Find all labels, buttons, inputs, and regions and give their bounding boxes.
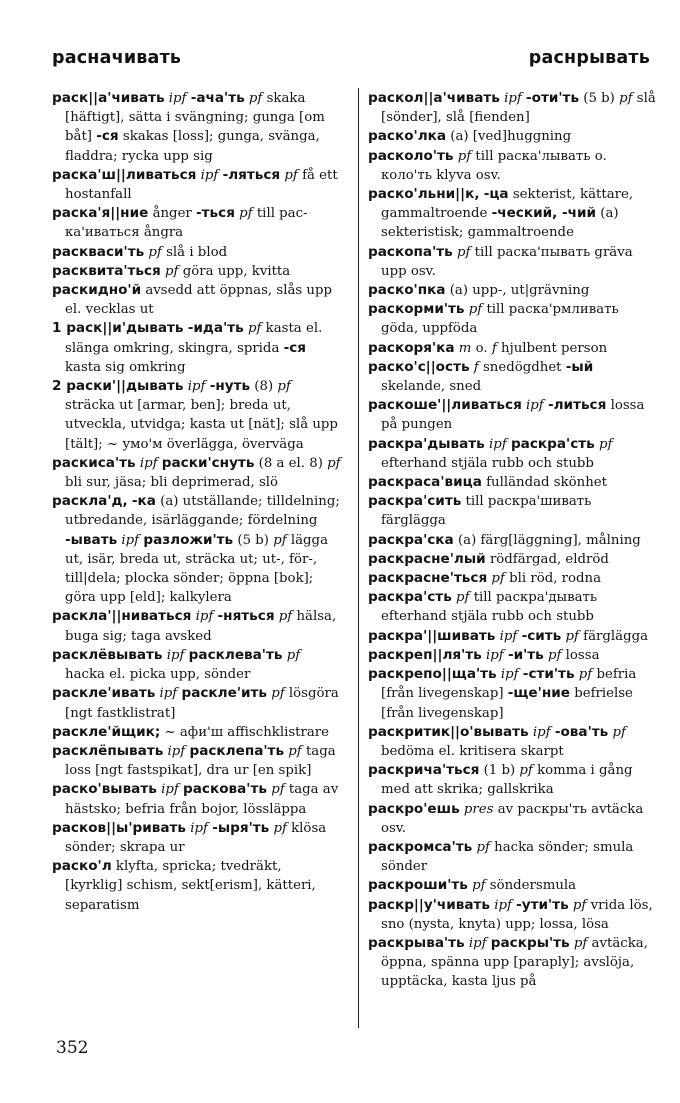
entry-derived-form: -ца [483,186,509,203]
entry-definition: till раска'лывать o. коло'ть klyva osv. [381,148,607,183]
entry-headword: раскоря'ка [368,339,455,356]
dictionary-entry [368,89,660,127]
entry-grammar-label: ipf [159,686,178,702]
entry-derived-form: -ческий, -чий [491,205,597,222]
entry-headword: раскол||а'чивать [368,90,500,106]
dictionary-entry [368,646,660,665]
entry-definition: klösa sönder; skrapa ur [65,820,327,855]
dictionary-entry [52,742,342,780]
entry-derived-form: -ида'ть [187,320,244,337]
entry-headword: раскорми'ть [368,301,465,318]
entry-headword: расков||ы'ривать [52,819,187,836]
entry-definition: (a) sekteristisk; gammaltroende [381,206,619,241]
entry-definition: klyfta, spricka; tvedräkt, [kyrklig] schism, sekt[erism], kätteri, separatism [65,859,316,913]
page-number: 352 [56,1038,89,1058]
entry-derived-form: -сить [521,627,562,644]
entry-headword: раскра'||шивать [368,627,496,644]
dictionary-entry [368,896,660,934]
entry-derived-form: -и'ть [507,646,544,663]
entry-derived-form: -ути'ть [516,896,569,913]
entry-grammar-label: pf [288,743,302,759]
entry-headword: раскрыва'ть [368,934,465,951]
entry-headword: раскопа'ть [368,243,453,260]
entry-derived-form: раскова'ть [183,781,267,798]
entry-grammar-label: f [473,359,479,375]
entry-headword: раскле'йщик; [52,723,161,740]
entry-definition: till рас-ка'иваться ångra [65,206,308,241]
entry-derived-form: -ыря'ть [212,819,270,836]
entry-headword: раскра'сть [368,589,452,606]
entry-grammar-label: ipf [121,532,140,548]
entry-grammar-label: pf [573,935,588,951]
entry-derived-form: -нуть [209,378,251,395]
entry-grammar-label: pf [273,820,287,836]
entry-headword: раскоше'||ливаться [368,397,522,414]
entry-grammar-label: pf [247,321,262,337]
entry-grammar-label: m [458,340,472,356]
dictionary-entry [368,665,660,723]
dictionary-entry [368,838,660,876]
entry-definition: efterhand stjäla rubb och stubb [381,455,594,471]
entry-grammar-label: ipf [504,91,522,106]
entry-derived-form: расклева'ть [188,646,283,663]
entry-grammar-label: pf [472,878,486,894]
dictionary-entry [368,800,660,838]
entry-definition: befria [från livegenskap] [381,667,637,702]
entry-derived-form: -ться [196,205,235,222]
entry-derived-form: -ывать [65,531,118,548]
entry-headword: раск||а'чивать [52,90,165,106]
entry-derived-form: разложи'ть [143,531,234,548]
entry-grammar-label: pf [619,91,633,106]
entry-definition: färglägga [583,628,649,644]
dictionary-entry [52,319,342,377]
entry-derived-form: -ова'ть [554,723,609,740]
entry-grammar-label: pf [271,782,285,798]
dictionary-entry [368,281,660,300]
entry-headword: раскраса'вица [368,474,482,491]
entry-grammar-label: pf [612,724,626,740]
dictionary-entry [368,473,660,492]
entry-headword: раскра'сить [368,493,462,510]
entry-grammar-label: pf [578,667,593,683]
entry-headword: раскро'ешь [368,800,460,817]
entry-headword: раскрасне'лый [368,550,486,567]
entry-definition: snedögdhet [482,359,562,375]
running-head-right: раснрывать [528,48,650,68]
entry-definition: ånger [152,206,192,222]
entry-headword: раскрасне'ться [368,570,488,587]
dictionary-entry [368,185,660,243]
entry-definition: till раска'рмливать göda, uppföda [381,302,619,337]
dictionary-entry [368,588,660,626]
entry-headword: раско'л [52,858,112,875]
entry-definition: befrielse [från livegenskap] [381,686,633,721]
dictionary-entry [368,550,660,569]
entry-grammar-label: ipf [494,897,512,913]
entry-definition: söndersmula [489,878,577,894]
entry-derived-form: -ый [565,358,594,375]
entry-definition: sträcka ut [armar, ben]; breda ut, utveckla, utvidga; kasta ut [nät]; slå upp [tält]; ~ умо'м överlägga, överväga [65,398,338,452]
entry-grammar-label: ipf [499,628,518,644]
entry-grammar-label: pf [248,91,263,106]
entry-headword: раскромса'ть [368,838,473,855]
entry-definition: slå i blod [166,244,228,260]
entry-grammar-label: pf [456,590,470,606]
entry-grammar-label: pres [463,801,494,817]
entry-grammar-label: pf [491,571,505,587]
entry-grammar-label: pf [165,263,179,279]
entry-headword: расклёпывать [52,742,164,759]
entry-definition: bedöma el. kritisera skarpt [381,743,564,759]
entry-headword: раско'лка [368,128,447,145]
entry-grammar-label: ipf [200,167,219,183]
dictionary-entry [52,607,342,645]
entry-grammar-label: pf [548,647,562,663]
entry-grammar-label: ipf [139,455,158,471]
entry-derived-form: раскра'сть [510,435,595,452]
entry-headword: раскра'ска [368,531,454,548]
dictionary-entry [368,243,660,281]
entry-grammar-label: pf [284,167,298,183]
entry-headword: раско'с||ость [368,358,470,375]
right-column [368,89,660,992]
dictionary-entry [368,127,660,146]
entry-grammar-label: pf [457,148,472,164]
entry-definition: (5 b) [583,91,615,106]
entry-definition: (a) [ved]huggning [450,129,572,145]
dictionary-entry [52,857,342,915]
entry-grammar-label: ipf [167,743,186,759]
dictionary-entry [52,377,342,454]
entry-definition: till раскра'дывать efterhand stjäla rubb och stubb [381,590,598,625]
entry-grammar-label: pf [277,379,291,395]
entry-definition: kasta el. slänga omkring, skingra, sprida [65,321,323,356]
entry-definition: hacka el. picka upp, sönder [65,667,251,683]
entry-grammar-label: pf [273,532,287,548]
entry-definition: slå [sönder], slå [fienden] [381,91,656,126]
entry-headword: раскра'дывать [368,435,485,452]
entry-headword: раскрепо||ща'ть [368,666,497,683]
entry-definition: skaka [häftigt], sätta i svängning; gunga [om båt] [65,91,325,145]
left-column [52,89,342,915]
entry-grammar-label: pf [239,206,253,222]
entry-definition: av раскры'ть avtäcka osv. [381,801,644,836]
entry-grammar-label: ipf [468,935,487,951]
dictionary-entry [52,492,342,607]
entry-headword: расквита'ться [52,262,161,279]
entry-derived-form: расклепа'ть [189,742,285,759]
entry-grammar-label: ipf [532,724,551,740]
entry-definition: fulländad skönhet [486,475,607,491]
entry-definition: göra upp, kvitta [182,263,291,279]
entry-definition: bli röd, rodna [509,571,602,587]
entry-derived-form: -ача'ть [190,90,245,106]
entry-headword: расклёвывать [52,646,163,663]
entry-definition: (a) upp-, ut|grävning [449,283,590,299]
dictionary-entry [52,204,342,242]
dictionary-entry [52,166,342,204]
entry-definition: taga av hästsko; befria från bojor, lössläppa [65,782,339,817]
dictionary-entry [368,358,660,396]
entry-definition: kasta sig omkring [65,359,186,375]
dictionary-entry [368,569,660,588]
entry-headword: раскваси'ть [52,243,145,260]
entry-definition: hacka sönder; smula sönder [381,839,634,875]
entry-definition: hjulbent person [501,340,608,356]
entry-definition: lossa [565,647,600,663]
entry-definition: komma i gång med att skrika; gallskrika [381,763,633,798]
entry-definition: avtäcka, öppna, spänna upp [paraply]; avslöja, upptäcka, kasta ljus på [381,935,648,990]
entry-headword: раско'вывать [52,781,157,798]
entry-grammar-label: ipf [500,667,519,683]
entry-headword: раскреп||ля'ть [368,646,482,663]
dictionary-entry [52,454,342,492]
dictionary-entry [52,723,342,742]
dictionary-entry [52,684,342,722]
entry-definition: bli sur, jäsa; bli deprimerad, slö [65,475,279,491]
entry-headword: раскла'||ниваться [52,608,192,625]
entry-grammar-label: ipf [195,609,214,625]
entry-grammar-label: ipf [489,436,507,452]
entry-definition: sekterist, kättare, gammaltroende [381,187,634,222]
entry-grammar-label: ipf [168,91,187,106]
entry-grammar-label: ipf [526,398,544,414]
entry-derived-form: -литься [547,397,607,414]
entry-grammar-label: ipf [190,820,208,836]
entry-grammar-label: pf [271,686,285,702]
entry-headword: раскроши'ть [368,877,468,894]
entry-headword: раскиса'ть [52,454,136,471]
entry-grammar-label: ipf [486,647,504,663]
entry-definition: rödfärgad, eldröd [489,551,609,567]
entry-definition: lägga ut, isär, breda ut, sträcka ut; ut-, för-, till|dela; plocka sönder; öppna [bok]; göra upp [eld]; kalkylera [65,532,328,606]
dictionary-entry [52,262,342,281]
entry-headword: раско'пка [368,282,446,299]
dictionary-entry [52,819,342,857]
entry-definition: få ett hostanfall [65,167,338,203]
entry-definition: lösgöra [ngt fastklistrat] [65,686,339,721]
entry-definition: avsedd att öppnas, slås upp el. vecklas ut [65,283,333,318]
dictionary-entry [368,435,660,473]
entry-grammar-label: pf [456,244,471,260]
entry-grammar-label: pf [278,609,293,625]
entry-derived-form: раскры'ть [490,934,570,951]
dictionary-entry [368,492,660,530]
dictionary-entry [52,780,342,818]
entry-definition: taga loss [ngt fastspikat], dra ur [en spik] [65,743,336,779]
dictionary-entry [52,243,342,262]
entry-definition: till раскра'шивать färglägga [381,494,592,529]
entry-derived-form: -оти'ть [526,90,580,106]
entry-definition: (a) färg[läggning], målning [457,532,641,548]
entry-headword: раскр||у'чивать [368,896,490,913]
entry-definition: (8 a el. 8) [258,455,323,471]
dictionary-entry [368,396,660,434]
entry-headword: раска'я||ние [52,205,149,222]
dictionary-entry [368,147,660,185]
entry-grammar-label: pf [476,839,490,855]
entry-headword: раскрича'ться [368,762,480,779]
entry-grammar-label: pf [327,455,341,471]
entry-grammar-label: pf [565,628,579,644]
running-head-left: расначивать [52,48,182,68]
entry-derived-form: -сти'ть [522,666,575,683]
entry-derived-form: раскле'ить [181,685,267,702]
entry-derived-form: -ка [131,493,156,510]
entry-definition: (a) utställande; tilldelning; utbredande, isärläggande; fördelning [65,494,340,529]
dictionary-entry [368,723,660,761]
entry-headword: раска'ш||ливаться [52,166,197,183]
entry-definition: (5 b) [237,532,269,548]
entry-derived-form: -ляться [222,166,281,183]
dictionary-entry [368,300,660,338]
entry-grammar-label: f [491,340,497,356]
entry-headword: раскла'д, [52,493,128,510]
dictionary-entry [368,761,660,799]
entry-headword: раско'льни||к, [368,186,480,203]
dictionary-entry [52,89,342,166]
entry-definition: vrida lös, sno (nysta, knyta) upp; lossa, lösa [381,897,653,932]
entry-headword: раскритик||о'вывать [368,723,529,740]
entry-derived-form: -ще'ние [507,685,570,702]
dictionary-entry [368,876,660,895]
entry-definition: (8) [254,379,274,395]
entry-derived-form: -няться [217,608,275,625]
dictionary-entry [368,531,660,550]
dictionary-entry [368,934,660,992]
dictionary-entry [368,339,660,358]
dictionary-entry [52,281,342,319]
entry-grammar-label: ipf [161,782,179,798]
entry-definition: hälsa, buga sig; taga avsked [65,609,337,644]
entry-grammar-label: pf [519,763,533,779]
entry-headword: раскидно'й [52,282,142,299]
entry-headword: раскле'ивать [52,685,156,702]
entry-headword: 2 раски'||дывать [52,378,184,395]
entry-grammar-label: pf [468,302,483,318]
dictionary-entry [368,627,660,646]
entry-grammar-label: ipf [166,647,185,663]
entry-definition: ~ афи'ш affischklistrare [164,724,330,740]
entry-definition: (1 b) [483,763,516,779]
entry-grammar-label: pf [148,244,162,260]
entry-grammar-label: ipf [187,379,206,395]
column-divider [358,88,359,1028]
dictionary-entry [52,646,342,684]
entry-headword: расколо'ть [368,147,454,164]
entry-definition: till раска'пывать gräva upp osv. [381,244,633,279]
entry-grammar-label: pf [598,436,613,452]
entry-grammar-label: pf [572,897,587,913]
entry-grammar-label: pf [286,647,301,663]
entry-definition: skelande, sned [381,379,482,395]
entry-definition: lossa på pungen [381,398,645,433]
entry-definition: skakas [loss]; gunga, svänga, fladdra; rycka upp sig [65,129,320,164]
entry-derived-form: -ся [283,339,307,356]
entry-derived-form: раски'снуть [161,454,255,471]
entry-derived-form: -ся [96,128,119,145]
entry-headword: 1 раск||и'дывать [52,320,184,337]
entry-definition: o. [475,340,488,356]
